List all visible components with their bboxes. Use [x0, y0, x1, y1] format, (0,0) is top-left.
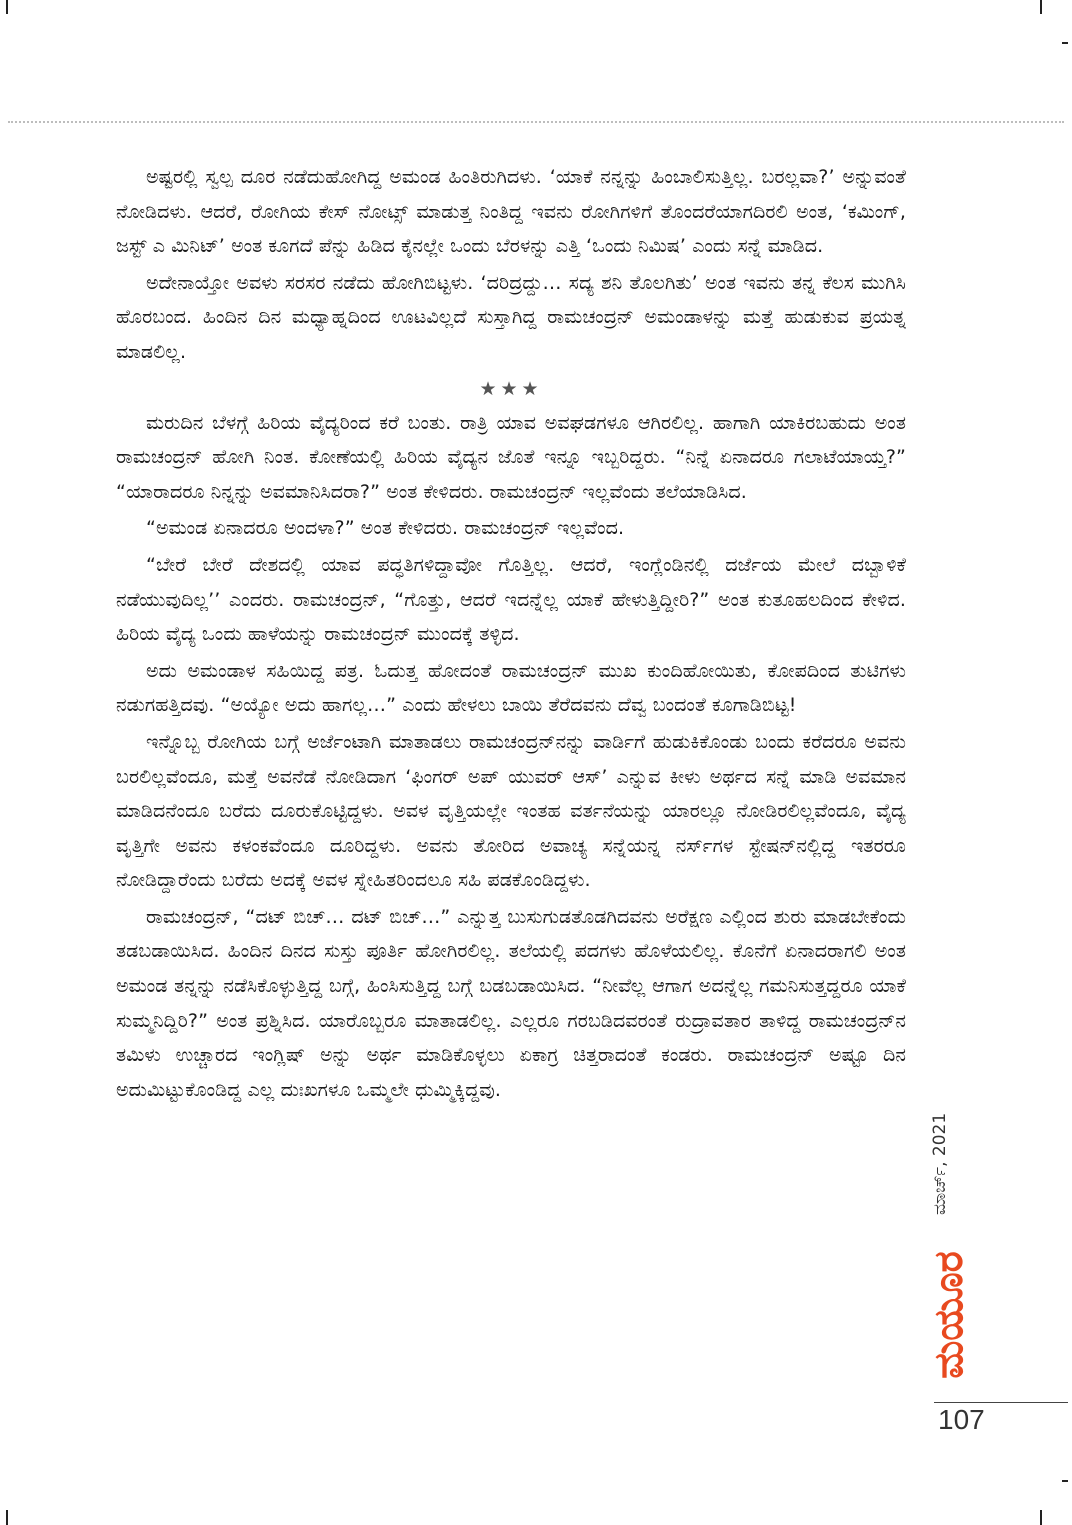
crop-mark-top-right [1040, 0, 1042, 14]
paragraph: ಅದು ಅಮಂಡಾಳ ಸಹಿಯಿದ್ದ ಪತ್ರ. ಓದುತ್ತ ಹೋದಂತೆ ರಾಮಚಂದ್ರನ್ ಮುಖ ಕುಂದಿಹೋಯಿತು, ಕೋಪದಿಂದ ತುಟಿಗಳು ನಡುಗಹತ್ತಿದವು. “ಅಯ್ಯೋ ಅದು ಹಾಗಲ್ಲ…” ಎಂದು ಹೇಳಲು ಬಾಯಿ ತೆರೆದವನು ದೆವ್ವ ಬಂದಂತೆ ಕೂಗಾಡಿಬಿಟ್ಟ! [116, 659, 906, 717]
crop-mark-bottom-left [6, 1510, 8, 1525]
paragraph: ಅಷ್ಟರಲ್ಲಿ ಸ್ವಲ್ಪ ದೂರ ನಡೆದುಹೋಗಿದ್ದ ಅಮಂಡ ಹಿಂತಿರುಗಿದಳು. ‘ಯಾಕೆ ನನ್ನನ್ನು ಹಿಂಬಾಲಿಸುತ್ತಿಲ್ಲ. ಬರಲ್ಲವಾ?’ ಅನ್ನುವಂತೆ ನೋಡಿದಳು. ಆದರೆ, ರೋಗಿಯ ಕೇಸ್ ನೋಟ್ಸ್ ಮಾಡುತ್ತ ನಿಂತಿದ್ದ ಇವನು ರೋಗಿಗಳಿಗೆ ತೊಂದರೆಯಾಗದಿರಲಿ ಅಂತ, ‘ಕಮಿಂಗ್, ಜಸ್ಟ್ ಎ ಮಿನಿಟ್’ ಅಂತ ಕೂಗದೆ ಪೆನ್ನು ಹಿಡಿದ ಕೈನಲ್ಲೇ ಒಂದು ಬೆರಳನ್ನು ಎತ್ತಿ ‘ಒಂದು ನಿಮಿಷ’ ಎಂದು ಸನ್ನೆ ಮಾಡಿದ. [116, 166, 906, 258]
paragraph: ರಾಮಚಂದ್ರನ್, “ದಟ್ ಬಿಚ್… ದಟ್ ಬಿಚ್…” ಎನ್ನುತ್ತ ಬುಸುಗುಡತೊಡಗಿದವನು ಅರೆಕ್ಷಣ ಎಲ್ಲಿಂದ ಶುರು ಮಾಡಬೇಕೆಂದು ತಡಬಡಾಯಿಸಿದ. ಹಿಂದಿನ ದಿನದ ಸುಸ್ತು ಪೂರ್ತಿ ಹೋಗಿರಲಿಲ್ಲ. ತಲೆಯಲ್ಲಿ ಪದಗಳು ಹೊಳೆಯಲಿಲ್ಲ. ಕೊನೆಗೆ ಏನಾದರಾಗಲಿ ಅಂತ ಅಮಂಡ ತನ್ನನ್ನು ನಡೆಸಿಕೊಳ್ಳುತ್ತಿದ್ದ ಬಗ್ಗೆ, ಹಿಂಸಿಸುತ್ತಿದ್ದ ಬಗ್ಗೆ ಬಡಬಡಾಯಿಸಿದ. “ನೀವೆಲ್ಲ ಆಗಾಗ ಅದನ್ನೆಲ್ಲ ಗಮನಿಸುತ್ತದ್ದರೂ ಯಾಕೆ ಸುಮ್ಮನಿದ್ದಿರಿ?” ಅಂತ ಪ್ರಶ್ನಿಸಿದ. ಯಾರೊಬ್ಬರೂ ಮಾತಾಡಲಿಲ್ಲ. ಎಲ್ಲರೂ ಗರಬಡಿದವರಂತೆ ರುದ್ರಾವತಾರ ತಾಳಿದ್ದ ರಾಮಚಂದ್ರನ್‌ನ ತಮಿಳು ಉಚ್ಚಾರದ ಇಂಗ್ಲಿಷ್ ಅನ್ನು ಅರ್ಥ ಮಾಡಿಕೊಳ್ಳಲು ಏಕಾಗ್ರ ಚಿತ್ತರಾದಂತೆ ಕಂಡರು. ರಾಮಚಂದ್ರನ್ ಅಷ್ಟೂ ದಿನ ಅದುಮಿಟ್ಟುಕೊಂಡಿದ್ದ ಎಲ್ಲ ದುಃಖಗಳೂ ಒಮ್ಮಲೇ ಧುಮ್ಮಿಕ್ಕಿದ್ದವು. [116, 905, 906, 1101]
section-separator: ★★★ [479, 377, 543, 400]
issue-date: ಮಾರ್ಚ್, 2021 [930, 1112, 950, 1215]
crop-mark-bottom-right [1040, 1510, 1042, 1525]
paragraph: ಮರುದಿನ ಬೆಳಗ್ಗೆ ಹಿರಿಯ ವೈದ್ಯರಿಂದ ಕರೆ ಬಂತು. ರಾತ್ರಿ ಯಾವ ಅವಘಡಗಳೂ ಆಗಿರಲಿಲ್ಲ. ಹಾಗಾಗಿ ಯಾಕಿರಬಹುದು ಅಂತ ರಾಮಚಂದ್ರನ್ ಹೋಗಿ ನಿಂತ. ಕೋಣೆಯಲ್ಲಿ ಹಿರಿಯ ವೈದ್ಯನ ಜೊತೆ ಇನ್ನೂ ಇಬ್ಬರಿದ್ದರು. “ನಿನ್ನೆ ಏನಾದರೂ ಗಲಾಟೆಯಾಯ್ತ?” “ಯಾರಾದರೂ ನಿನ್ನನ್ನು ಅವಮಾನಿಸಿದರಾ?” ಅಂತ ಕೇಳಿದರು. ರಾಮಚಂದ್ರನ್ ಇಲ್ಲವೆಂದು ತಲೆಯಾಡಿಸಿದ. [116, 411, 906, 503]
paragraph: “ಅಮಂಡ ಏನಾದರೂ ಅಂದಳಾ?” ಅಂತ ಕೇಳಿದರು. ರಾಮಚಂದ್ರನ್ ಇಲ್ಲವೆಂದ. [146, 517, 625, 540]
crop-mark-top-left [6, 0, 8, 14]
header-dotted-rule [8, 121, 1064, 123]
magazine-logo: ಮಯೂರ [926, 1251, 972, 1379]
paragraph: ಇನ್ನೊಬ್ಬ ರೋಗಿಯ ಬಗ್ಗೆ ಅರ್ಜೆಂಟಾಗಿ ಮಾತಾಡಲು ರಾಮಚಂದ್ರನ್‌ನನ್ನು ವಾರ್ಡಿಗೆ ಹುಡುಕಿಕೊಂಡು ಬಂದು ಕರೆದರೂ ಅವನು ಬರಲಿಲ್ಲವೆಂದೂ, ಮತ್ತೆ ಅವನೆಡೆ ನೋಡಿದಾಗ ‘ಫಿಂಗರ್ ಅಪ್ ಯುವರ್ ಆಸ್’ ಎನ್ನುವ ಕೀಳು ಅರ್ಥದ ಸನ್ನೆ ಮಾಡಿ ಅವಮಾನ ಮಾಡಿದನೆಂದೂ ಬರೆದು ದೂರುಕೊಟ್ಟಿದ್ದಳು. ಅವಳ ವೃತ್ತಿಯಲ್ಲೇ ಇಂತಹ ವರ್ತನೆಯನ್ನು ಯಾರಲ್ಲೂ ನೋಡಿರಲಿಲ್ಲವೆಂದೂ, ವೈದ್ಯ ವೃತ್ತಿಗೇ ಅವನು ಕಳಂಕವೆಂದೂ ದೂರಿದ್ದಳು. ಅವನು ತೋರಿದ ಅವಾಚ್ಯ ಸನ್ನೆಯನ್ನ ನರ್ಸ್‌ಗಳ ಸ್ಟೇಷನ್‌ನಲ್ಲಿದ್ದ ಇತರರೂ ನೋಡಿದ್ದಾರೆಂದು ಬರೆದು ಅದಕ್ಕೆ ಅವಳ ಸ್ನೇಹಿತರಿಂದಲೂ ಸಹಿ ಪಡಕೊಂಡಿದ್ದಳು. [116, 730, 906, 892]
paragraph: “ಬೇರೆ ಬೇರೆ ದೇಶದಲ್ಲಿ ಯಾವ ಪದ್ಧತಿಗಳಿದ್ದಾವೋ ಗೊತ್ತಿಲ್ಲ. ಆದರೆ, ಇಂಗ್ಲೆಂಡಿನಲ್ಲಿ ದರ್ಜೆಯ ಮೇಲೆ ದಬ್ಬಾಳಿಕೆ ನಡೆಯುವುದಿಲ್ಲ’’ ಎಂದರು. ರಾಮಚಂದ್ರನ್, “ಗೊತ್ತು, ಆದರೆ ಇದನ್ನೆಲ್ಲ ಯಾಕೆ ಹೇಳುತ್ತಿದ್ದೀರಿ?” ಅಂತ ಕುತೂಹಲದಿಂದ ಕೇಳಿದ. ಹಿರಿಯ ವೈದ್ಯ ಒಂದು ಹಾಳೆಯನ್ನು ರಾಮಚಂದ್ರನ್ ಮುಂದಕ್ಕೆ ತಳ್ಳಿದ. [116, 553, 906, 646]
crop-mark-right-upper [1062, 42, 1068, 44]
crop-mark-right-lower [1062, 1480, 1068, 1482]
paragraph: ಅದೇನಾಯ್ತೋ ಅವಳು ಸರಸರ ನಡೆದು ಹೋಗಿಬಿಟ್ಟಳು. ‘ದರಿದ್ರದ್ದು… ಸದ್ಯ ಶನಿ ತೊಲಗಿತು’ ಅಂತ ಇವನು ತನ್ನ ಕೆಲಸ ಮುಗಿಸಿ ಹೊರಬಂದ. ಹಿಂದಿನ ದಿನ ಮಧ್ಯಾಹ್ನದಿಂದ ಊಟವಿಲ್ಲದೆ ಸುಸ್ತಾಗಿದ್ದ ರಾಮಚಂದ್ರನ್ ಅಮಂಡಾಳನ್ನು ಮತ್ತೆ ಹುಡುಕುವ ಪ್ರಯತ್ನ ಮಾಡಲಿಲ್ಲ. [116, 271, 906, 363]
article-body [116, 160, 906, 1430]
page-number: 107 [938, 1404, 985, 1435]
